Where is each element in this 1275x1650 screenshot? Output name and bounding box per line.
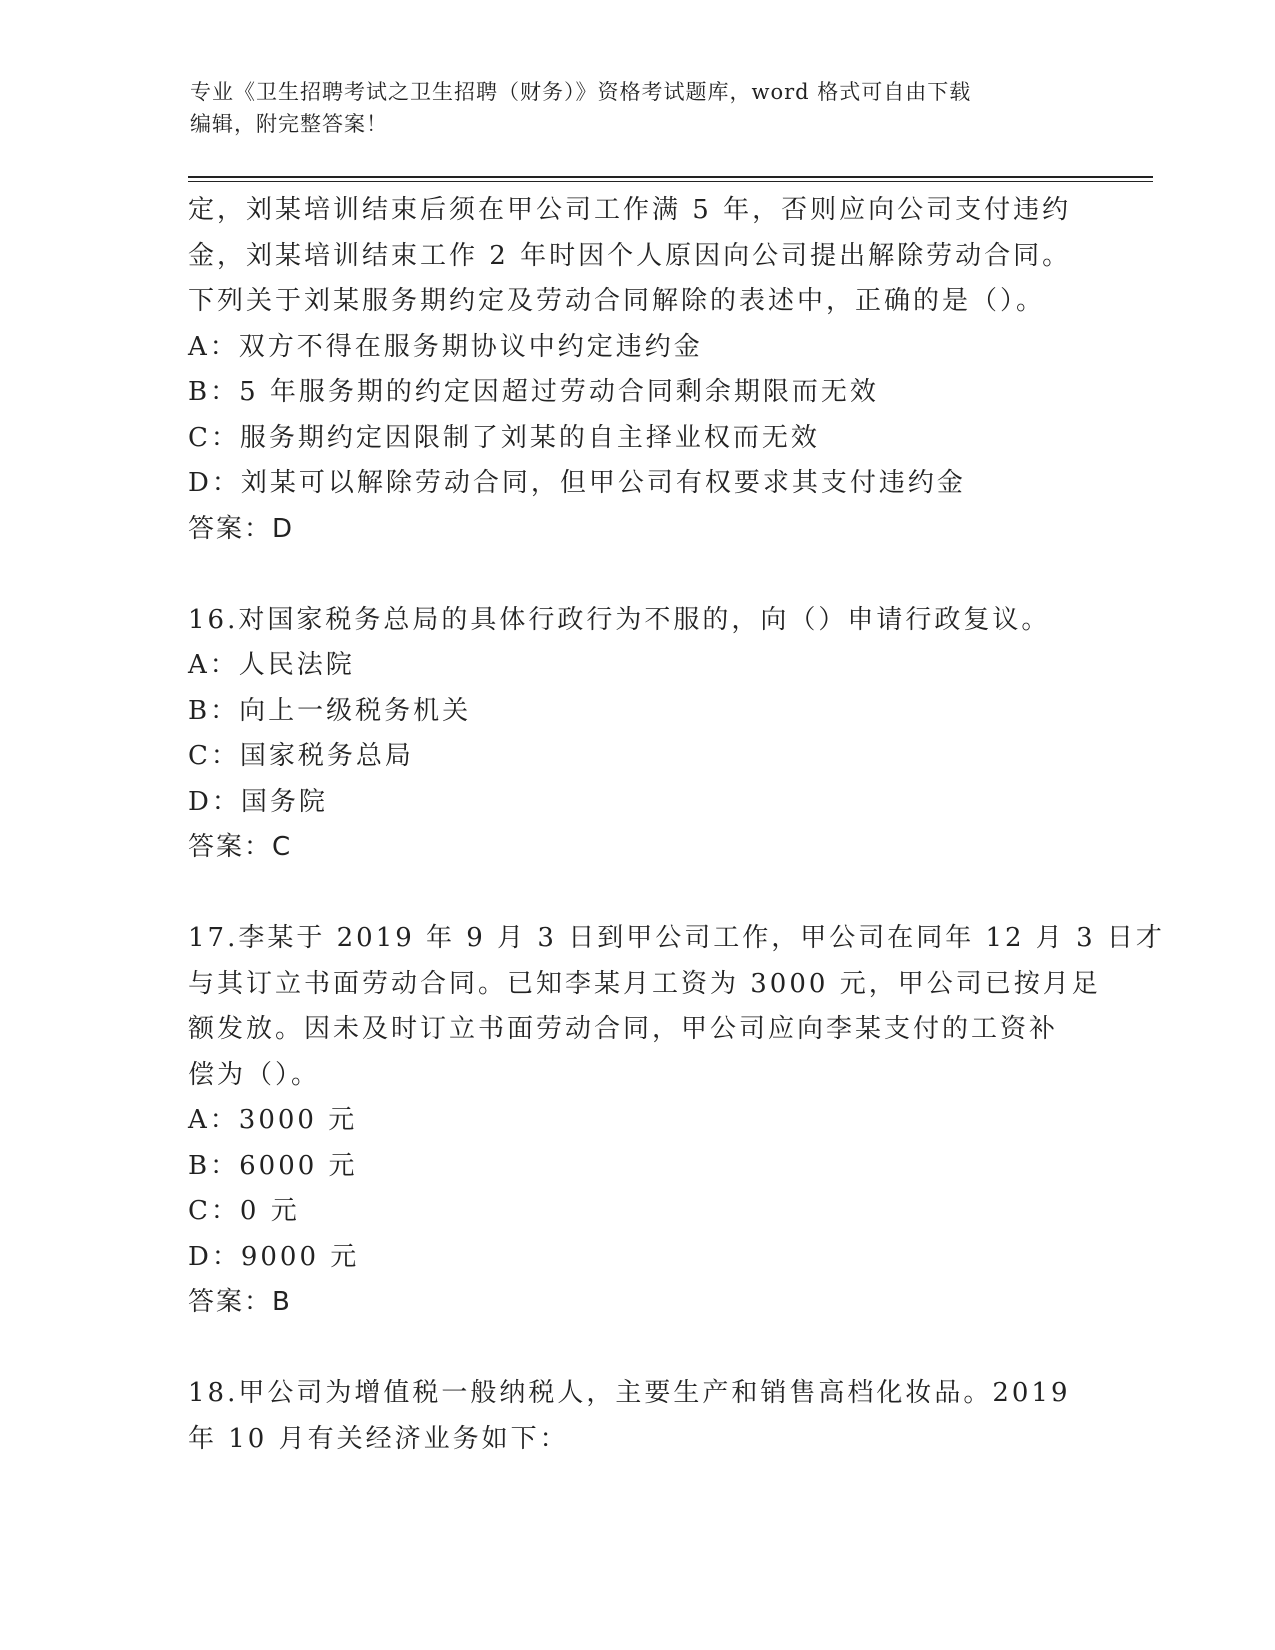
document-header: [190, 76, 1090, 140]
question-stem-line: 额发放。因未及时订立书面劳动合同，甲公司应向李某支付的工资补: [188, 1014, 1059, 1044]
answer: 答案：D: [188, 513, 295, 544]
question-stem-line: 下列关于刘某服务期约定及劳动合同解除的表述中，正确的是（）。: [188, 286, 1046, 316]
option-c: C：国家税务总局: [188, 741, 414, 771]
question-stem-line: 定，刘某培训结束后须在甲公司工作满 5 年，否则应向公司支付违约: [188, 195, 1072, 225]
document-body: [188, 188, 1165, 1462]
question-16: [188, 598, 1088, 871]
option-c: C：0 元: [188, 1196, 300, 1226]
option-a: A：人民法院: [188, 650, 355, 680]
answer: 答案：B: [188, 1287, 292, 1317]
header-divider-thin: [188, 181, 1153, 182]
question-stem-line: 16.对国家税务总局的具体行政行为不服的，向（）申请行政复议。: [188, 604, 1051, 635]
answer: 答案：C: [188, 832, 293, 862]
option-c: C：服务期约定因限制了刘某的自主择业权而无效: [188, 422, 820, 453]
header-divider-thick: [188, 176, 1153, 178]
question-stem-line: 金，刘某培训结束工作 2 年时因个人原因向公司提出解除劳动合同。: [188, 240, 1072, 271]
header-line: 编辑，附完整答案！: [190, 112, 388, 136]
question-stem-line: 年 10 月有关经济业务如下：: [188, 1423, 569, 1454]
question-stem-line: 与其订立书面劳动合同。已知李某月工资为 3000 元，甲公司已按月足: [188, 968, 1101, 999]
question-17: [188, 916, 1165, 1326]
option-b: B：5 年服务期的约定因超过劳动合同剩余期限而无效: [188, 377, 879, 407]
question-18: [188, 1371, 1088, 1462]
question-15: [188, 188, 1088, 552]
option-d: D：刘某可以解除劳动合同，但甲公司有权要求其支付违约金: [188, 468, 966, 498]
spacer: [188, 1326, 1088, 1372]
option-a: A：双方不得在服务期协议中约定违约金: [188, 331, 703, 362]
spacer: [188, 871, 1088, 917]
question-stem-line: 17.李某于 2019 年 9 月 3 日到甲公司工作，甲公司在同年 12 月 3 日才: [188, 923, 1165, 953]
header-line: 专业《卫生招聘考试之卫生招聘（财务）》资格考试题库，word 格式可自由下载: [190, 80, 972, 104]
option-d: D：9000 元: [188, 1241, 360, 1272]
option-a: A：3000 元: [188, 1105, 358, 1135]
option-d: D：国务院: [188, 786, 328, 817]
option-b: B：6000 元: [188, 1150, 358, 1181]
option-b: B：向上一级税务机关: [188, 695, 472, 726]
spacer: [188, 552, 1088, 598]
question-stem-line: 18.甲公司为增值税一般纳税人，主要生产和销售高档化妆品。2019: [188, 1378, 1071, 1408]
question-stem-line: 偿为（）。: [188, 1059, 321, 1090]
